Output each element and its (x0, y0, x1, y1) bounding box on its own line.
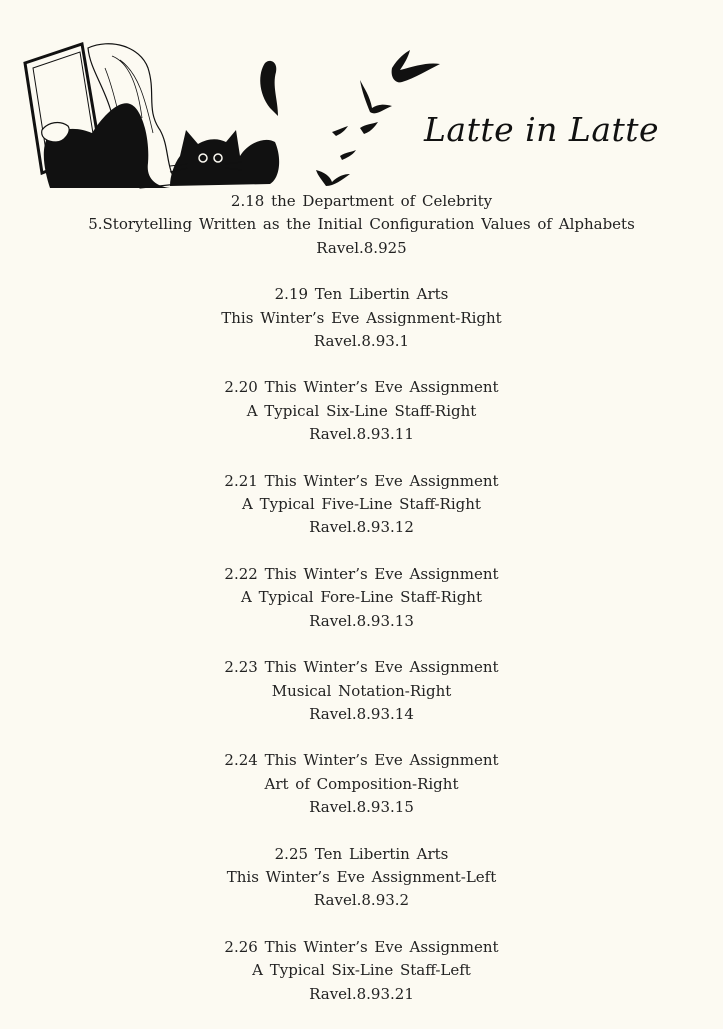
entry-subtitle: 5.Storytelling Written as the Initial Configuration Values of Alphabets (88, 215, 635, 234)
entry-heading: 2.18 the Department of Celebrity (230, 192, 493, 210)
entry-code: Ravel.8.93.1 (313, 332, 410, 351)
entry-heading: 2.21 This Winter’s Eve Assignment (224, 471, 499, 490)
entry-heading: 2.25 Ten Libertin Arts (274, 844, 449, 863)
entry-subtitle: This Winter’s Eve Assignment-Left (226, 867, 497, 886)
entry-subtitle: This Winter’s Eve Assignment-Right (221, 308, 502, 327)
entry-subtitle: A Typical Fore-Line Staff-Right (240, 588, 482, 607)
list-item (0, 190, 723, 260)
entry-heading: 2.20 This Winter’s Eve Assignment (224, 378, 499, 397)
entry-code: Ravel.8.93.21 (309, 984, 414, 1003)
entry-heading: 2.22 This Winter’s Eve Assignment (224, 564, 499, 583)
entry-code: Ravel.8.93.11 (309, 425, 414, 444)
entry-code: Ravel.8.925 (316, 238, 407, 257)
header (0, 0, 723, 195)
girl-reading-with-cat-and-birds-illustration (20, 38, 450, 193)
list-item (0, 749, 723, 819)
entry-code: Ravel.8.93.13 (309, 611, 414, 630)
brand-title: Latte in Latte (424, 110, 660, 149)
list-item (0, 470, 723, 540)
entry-heading: 2.26 This Winter’s Eve Assignment (224, 937, 499, 956)
entry-subtitle: Musical Notation-Right (271, 681, 452, 700)
entry-list (0, 190, 723, 1029)
entry-subtitle: A Typical Five-Line Staff-Right (242, 495, 481, 514)
entry-code: Ravel.8.93.12 (309, 518, 414, 537)
entry-subtitle: Art of Composition-Right (264, 774, 459, 793)
list-item (0, 936, 723, 1006)
list-item (0, 656, 723, 726)
entry-code: Ravel.8.93.15 (309, 798, 414, 817)
list-item (0, 283, 723, 353)
entry-subtitle: A Typical Six-Line Staff-Left (252, 961, 471, 980)
list-item (0, 376, 723, 446)
entry-heading: 2.19 Ten Libertin Arts (274, 285, 449, 304)
birds-icon (316, 50, 440, 186)
entry-code: Ravel.8.93.14 (309, 704, 414, 723)
black-cat-icon (170, 130, 279, 186)
entry-code: Ravel.8.93.2 (313, 891, 410, 910)
list-item (0, 843, 723, 913)
entry-subtitle: A Typical Six-Line Staff-Right (246, 401, 477, 420)
entry-heading: 2.24 This Winter’s Eve Assignment (224, 751, 499, 770)
list-item (0, 563, 723, 633)
entry-heading: 2.23 This Winter’s Eve Assignment (224, 658, 499, 677)
